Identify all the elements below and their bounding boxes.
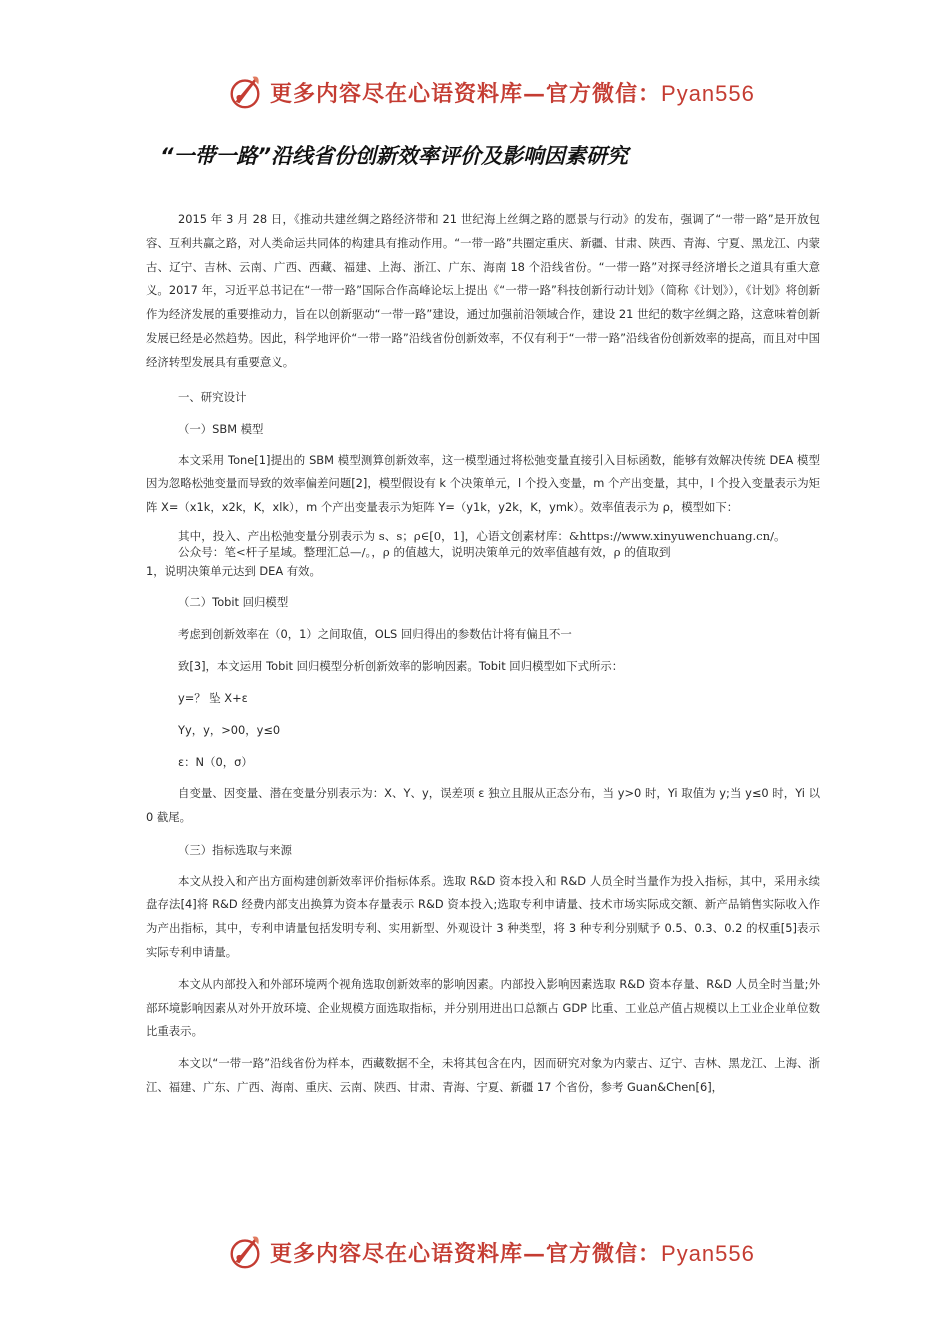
paragraph-slack-line2: 公众号：笔<杆子星域。整理汇总—/。，ρ 的值越大，说明决策单元的效率值越有效，ρ 的值取到: [178, 544, 671, 559]
document-body: [146, 208, 820, 1100]
banner-slogan: [270, 77, 755, 108]
heading-sbm-model: （一）SBM 模型: [178, 421, 264, 436]
paragraph-slack-line3: 1，说明决策单元达到 DEA 有效。: [146, 563, 321, 578]
paragraph-sbm: 本文采用 Tone[1]提出的 SBM 模型测算创新效率，这一模型通过将松弛变量直接引入目标函数，能够有效解决传统 DEA 模型因为忽略松弛变量而导致的效率偏差问题[2]，模型假设有 k 个决策单元，l 个投入变量，m 个产出变量，其中，l 个投入变量表示为矩阵 X=（x1k，x2k，K，xlk），m 个产出变量表示为矩阵 Y=（y1k，y2k，K，ymk）。效率值表示为 ρ，模型如下：: [146, 452, 820, 515]
paragraph-intro: 2015 年 3 月 28 日，《推动共建丝绸之路经济带和 21 世纪海上丝绸之路的愿景与行动》的发布，强调了“一带一路”是开放包容、互利共赢之路，对人类命运共同体的构建具有推动作用。“一带一路”共圈定重庆、新疆、甘肃、陕西、青海、宁夏、黑龙江、内蒙古、辽宁、吉林、云南、广西、西藏、福建、上海、浙江、广东、海南 18 个沿线省份。“一带一路”对探寻经济增长之道具有重大意义。2017 年，习近平总书记在“一带一路”国际合作高峰论坛上提出《“一带一路”科技创新行动计划》（简称《计划》），《计划》将创新作为经济发展的重要推动力，旨在以创新驱动“一带一路”建设，通过加强前沿领域合作，建设 21 世纪的数字丝绸之路，这意味着创新发展已经是必然趋势。因此，科学地评价“一带一路”沿线省份创新效率，不仅有利于“一带一路”沿线省份创新效率的提高，而且对中国经济转型发展具有重要意义。: [146, 212, 820, 369]
equation-3: ε：N（0，σ）: [178, 754, 253, 769]
paragraph-slack-line1: 其中，投入、产出松弛变量分别表示为 s、s；ρ∈[0，1]，心语文创素材库：&https://www.xinyuwenchuang.cn/。: [178, 528, 786, 543]
quill-pen-logo-icon: [226, 1233, 264, 1271]
paragraph-variables: 自变量、因变量、潜在变量分别表示为：X、Y、y，误差项 ε 独立且服从正态分布，当 y>0 时，Yi 取值为 y;当 y≤0 时，Yi 以 0 截尾。: [146, 785, 820, 824]
banner-cn-text: 更多内容尽在心语资料库—官方微信：: [270, 80, 662, 107]
quill-pen-logo-icon: [226, 73, 264, 111]
paragraph-factors: 本文从内部投入和外部环境两个视角选取创新效率的影响因素。内部投入影响因素选取 R&D 资本存量、R&D 人员全时当量;外部环境影响因素从对外开放环境、企业规模方面选取指标，并分别用进出口总额占 GDP 比重、工业总产值占规模以上工业企业单位数比重表示。: [146, 976, 820, 1039]
equation-1: y=？ 坠 X+ε: [178, 690, 248, 705]
equation-2: Yy，y，>00，y≤0: [178, 722, 281, 737]
document-title: “一带一路”沿线省份创新效率评价及影响因素研究: [160, 144, 629, 168]
paragraph-tobit-1: 考虑到创新效率在（0，1）之间取值，OLS 回归得出的参数估计将有偏且不一: [178, 626, 572, 641]
banner-cn-text: 更多内容尽在心语资料库—官方微信：: [270, 1240, 662, 1267]
header-banner: [226, 72, 755, 112]
paragraph-tobit-2: 致[3]，本文运用 Tobit 回归模型分析创新效率的影响因素。Tobit 回归模型如下式所示：: [178, 658, 624, 673]
banner-wechat-id: Pyan556: [661, 1240, 755, 1266]
heading-indicators: （三）指标选取与来源: [178, 842, 292, 857]
paragraph-indicators: 本文从投入和产出方面构建创新效率评价指标体系。选取 R&D 资本投入和 R&D 人员全时当量作为投入指标，其中，采用永续盘存法[4]将 R&D 经费内部支出换算为资本存量表示 R&D 资本投入;选取专利申请量、技术市场实际成交额、新产品销售实际收入作为产出指标，其中，专利申请量包括发明专利、实用新型、外观设计 3 种类型，将 3 种专利分别赋予 0.5、0.3、0.2 的权重[5]表示实际专利申请量。: [146, 873, 820, 959]
heading-research-design: 一、研究设计: [178, 389, 247, 404]
paragraph-sample: 本文以“一带一路”沿线省份为样本，西藏数据不全，未将其包含在内，因而研究对象为内蒙古、辽宁、吉林、黑龙江、上海、浙江、福建、广东、广西、海南、重庆、云南、陕西、甘肃、青海、宁夏、新疆 17 个省份，参考 Guan&Chen[6]，: [146, 1056, 820, 1094]
heading-tobit-model: （二）Tobit 回归模型: [178, 594, 289, 609]
banner-wechat-id: Pyan556: [661, 80, 755, 106]
banner-slogan: [270, 1237, 755, 1268]
footer-banner: [226, 1232, 755, 1272]
